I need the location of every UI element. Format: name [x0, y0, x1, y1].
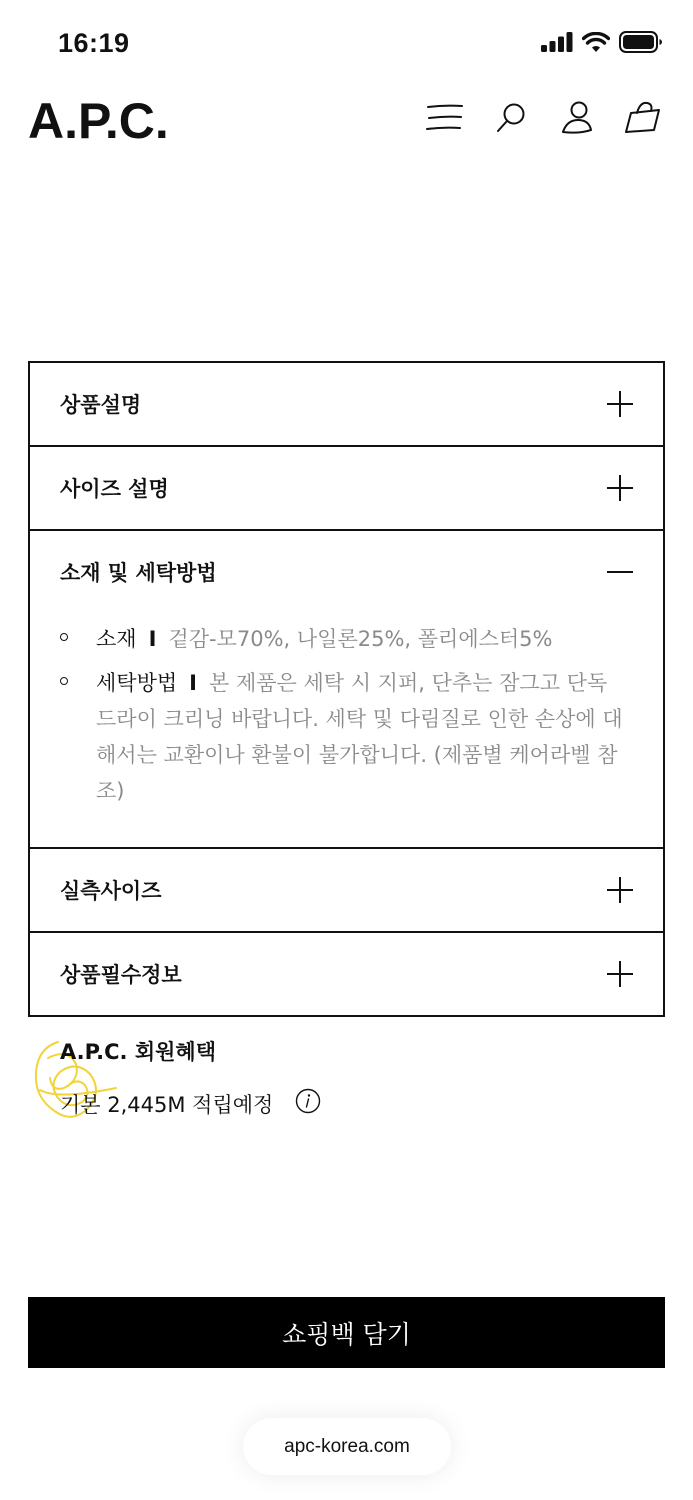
accordion-header-description[interactable] — [30, 363, 663, 445]
bullet-icon — [60, 665, 96, 685]
mileage-line — [60, 1088, 321, 1119]
detail-row-material — [60, 621, 627, 657]
detail-key: 세탁방법 — [96, 671, 178, 695]
detail-value: 겉감-모70%, 나일론25%, 폴리에스터5% — [168, 627, 553, 651]
status-icons — [541, 31, 663, 53]
accordion-item-description — [30, 363, 663, 447]
accordion-title: 상품설명 — [60, 393, 142, 417]
accordion-header-measurements[interactable] — [30, 849, 663, 931]
browser-url-bar[interactable]: apc-korea.com — [243, 1418, 451, 1475]
bullet-icon — [60, 621, 96, 641]
accordion-header-required-info[interactable] — [30, 933, 663, 1015]
detail-row-care — [60, 665, 627, 809]
accordion-item-size-description — [30, 447, 663, 531]
member-benefit — [60, 1036, 321, 1119]
shopping-bag-icon[interactable] — [621, 98, 665, 138]
account-icon[interactable] — [555, 98, 599, 138]
wifi-icon — [582, 32, 610, 53]
accordion-item-required-info — [30, 933, 663, 1015]
detail-value: 본 제품은 세탁 시 지퍼, 단추는 잠그고 단독 드라이 크리닝 바랍니다. 세탁 및 다림질로 인한 손상에 대해서는 교환이나 환불이 불가합니다. (제품별 케어라벨 참조) — [96, 671, 623, 803]
accordion-body-material-care — [30, 613, 663, 847]
site-header — [0, 88, 693, 168]
menu-icon[interactable] — [423, 98, 467, 138]
plus-icon[interactable] — [605, 959, 635, 989]
plus-icon[interactable] — [605, 473, 635, 503]
accordion-item-material-care — [30, 531, 663, 849]
accordion-header-material-care[interactable] — [30, 531, 663, 613]
plus-icon[interactable] — [605, 875, 635, 905]
apc-logo[interactable]: A.P.C. — [28, 93, 169, 149]
minus-icon[interactable] — [605, 557, 635, 587]
status-time: 16:19 — [58, 28, 130, 58]
member-benefit-title: A.P.C. 회원혜택 — [60, 1040, 216, 1064]
info-icon[interactable] — [295, 1088, 321, 1119]
accordion-title: 상품필수정보 — [60, 963, 182, 987]
plus-icon[interactable] — [605, 389, 635, 419]
header-icons — [423, 98, 665, 138]
mileage-text: 기본 2,445M 적립예정 — [60, 1092, 274, 1117]
accordion-title: 사이즈 설명 — [60, 477, 169, 501]
accordion-title: 소재 및 세탁방법 — [60, 561, 217, 585]
product-info-accordion — [28, 361, 665, 1017]
detail-key: 소재 — [96, 627, 137, 651]
battery-icon — [619, 31, 663, 53]
detail-separator: I — [189, 671, 197, 695]
add-to-bag-button[interactable]: 쇼핑백 담기 — [28, 1297, 665, 1368]
accordion-title: 실측사이즈 — [60, 879, 162, 903]
detail-separator: I — [148, 627, 157, 651]
cellular-signal-icon — [541, 32, 573, 52]
status-bar — [0, 0, 693, 88]
accordion-item-measurements — [30, 849, 663, 933]
accordion-header-size-description[interactable] — [30, 447, 663, 529]
search-icon[interactable] — [489, 98, 533, 138]
